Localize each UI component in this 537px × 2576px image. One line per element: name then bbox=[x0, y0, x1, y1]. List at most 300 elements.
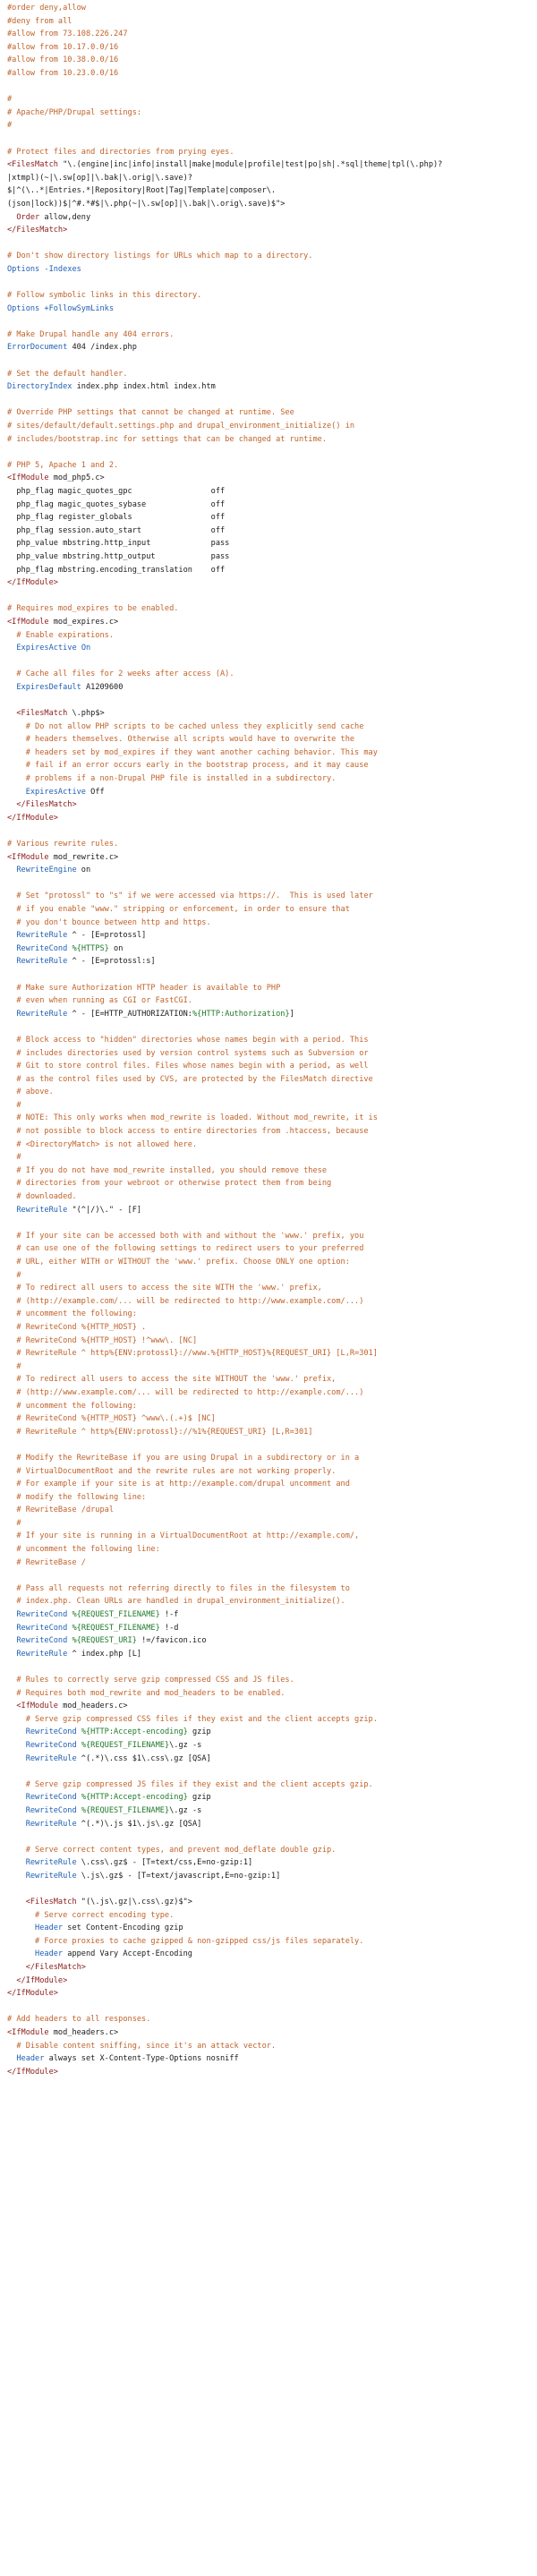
code-token: #allow from 10.23.0.0/16 bbox=[7, 68, 119, 78]
code-token: # Protect files and directories from prying eyes. bbox=[7, 147, 234, 157]
code-token: # headers set by mod_expires if they want another caching behavior. This may bbox=[7, 747, 378, 757]
code-line bbox=[7, 54, 533, 67]
code-line bbox=[7, 982, 533, 995]
code-token: "\.(engine|inc|info|install|make|module|profile|test|po|sh|.*sql|theme|tpl(\.php)? bbox=[57, 160, 443, 170]
code-token: # URL, either WITH or WITHOUT the 'www.' prefix. Choose ONLY one option: bbox=[7, 1258, 350, 1267]
code-token: # Set the default handler. bbox=[7, 369, 128, 379]
code-token: # If you do not have mod_rewrite installed, you should remove these bbox=[7, 1165, 327, 1175]
code-token: |xtmpl)(~|\.sw[op]|\.bak|\.orig|\.save)? bbox=[7, 173, 192, 183]
code-token bbox=[7, 1793, 26, 1802]
code-token: # Git to store control files. Files whose names begin with a period, as well bbox=[7, 1062, 369, 1071]
code-token: RewriteRule bbox=[16, 957, 68, 967]
code-line bbox=[7, 1361, 533, 1374]
code-token: # problems if a non-Drupal PHP file is installed in a subdirectory. bbox=[7, 774, 337, 784]
code-token: index.php index.html index.htm bbox=[72, 382, 216, 392]
code-line bbox=[7, 1608, 533, 1622]
code-line bbox=[7, 694, 533, 707]
htaccess-code-view bbox=[7, 2, 533, 2078]
code-line bbox=[7, 1726, 533, 1739]
code-token: ^(.*)\.js $1\.js\.gz [QSA] bbox=[76, 1819, 202, 1829]
code-token: # Rules to correctly serve gzip compressed CSS and JS files. bbox=[7, 1676, 294, 1685]
code-token: # To redirect all users to access the site WITH the 'www.' prefix, bbox=[7, 1284, 322, 1293]
code-token: # If your site is running in a VirtualDocumentRoot at http://example.com/, bbox=[7, 1531, 360, 1541]
code-line bbox=[7, 315, 533, 328]
code-line bbox=[7, 1739, 533, 1753]
code-line bbox=[7, 1883, 533, 1897]
code-token: mod_headers.c> bbox=[48, 2028, 119, 2038]
code-token: # not possible to block access to entire directories from .htaccess, because bbox=[7, 1127, 369, 1137]
code-token: # as the control files used by CVS, are protected by the FilesMatch directive bbox=[7, 1074, 373, 1084]
code-line bbox=[7, 1987, 533, 2000]
code-token: # PHP 5, Apache 1 and 2. bbox=[7, 460, 119, 470]
code-line bbox=[7, 1595, 533, 1608]
code-line bbox=[7, 1452, 533, 1465]
code-token: # bbox=[7, 1361, 21, 1371]
code-token: %{HTTP:Accept-encoding} bbox=[81, 1793, 188, 1803]
code-line bbox=[7, 1543, 533, 1557]
code-token: # Requires mod_expires to be enabled. bbox=[7, 604, 179, 614]
code-token: %{REQUEST_FILENAME} bbox=[72, 1610, 160, 1620]
code-token: # Serve gzip compressed JS files if they exist and the client accepts gzip. bbox=[7, 1779, 373, 1789]
code-token: Header bbox=[35, 1949, 64, 1959]
code-token: on bbox=[76, 866, 91, 875]
code-token: php_flag magic_quotes_gpc off bbox=[7, 486, 226, 496]
code-token: (json|lock))$|^#.*#$|\.php(~|\.sw[op]|\.bak|\.orig\.save)$"> bbox=[7, 199, 286, 209]
code-token: # RewriteCond %{HTTP_HOST} . bbox=[7, 1322, 147, 1332]
code-token: # Do not allow PHP scripts to be cached unless they explicitly send cache bbox=[7, 721, 364, 731]
code-token: # above. bbox=[7, 1088, 54, 1097]
code-line bbox=[7, 1112, 533, 1125]
code-line bbox=[7, 602, 533, 616]
code-line bbox=[7, 864, 533, 877]
code-line bbox=[7, 459, 533, 473]
code-line bbox=[7, 1778, 533, 1792]
code-line bbox=[7, 1412, 533, 1426]
code-line bbox=[7, 824, 533, 838]
code-line bbox=[7, 2026, 533, 2040]
code-line bbox=[7, 446, 533, 459]
code-token bbox=[7, 1754, 26, 1763]
code-line bbox=[7, 1295, 533, 1309]
code-token bbox=[7, 1898, 26, 1906]
code-line bbox=[7, 2013, 533, 2026]
code-line bbox=[7, 1034, 533, 1047]
code-token: # If your site can be accessed both with and without the 'www.' prefix, you bbox=[7, 1231, 364, 1241]
code-line bbox=[7, 1935, 533, 1949]
code-line bbox=[7, 93, 533, 107]
code-token: # Serve gzip compressed CSS files if they exist and the client accepts gzip. bbox=[7, 1714, 378, 1724]
code-line bbox=[7, 1844, 533, 1857]
code-line bbox=[7, 1713, 533, 1727]
code-token: Options bbox=[7, 303, 40, 313]
code-line bbox=[7, 289, 533, 303]
code-line bbox=[7, 172, 533, 185]
code-line bbox=[7, 1426, 533, 1439]
code-line bbox=[7, 1242, 533, 1256]
code-token: <IfModule bbox=[7, 473, 49, 483]
code-token: %{REQUEST_FILENAME} bbox=[81, 1740, 170, 1750]
code-token: \.php$> bbox=[67, 709, 105, 719]
code-token: # Make Drupal handle any 404 errors. bbox=[7, 329, 175, 339]
code-token bbox=[7, 1741, 26, 1750]
code-token: # uncomment the following: bbox=[7, 1309, 137, 1319]
code-line bbox=[7, 119, 533, 132]
code-line bbox=[7, 81, 533, 94]
code-token: 404 /index.php bbox=[67, 343, 137, 353]
code-line bbox=[7, 41, 533, 55]
code-line bbox=[7, 237, 533, 251]
code-token: #allow from 73.108.226.247 bbox=[7, 30, 128, 39]
code-token: allow,deny bbox=[39, 212, 91, 222]
code-token: Options bbox=[7, 264, 40, 274]
code-line bbox=[7, 211, 533, 225]
code-line bbox=[7, 681, 533, 695]
code-token: <FilesMatch bbox=[25, 1898, 77, 1907]
code-line bbox=[7, 877, 533, 891]
code-line bbox=[7, 2000, 533, 2014]
code-line bbox=[7, 1060, 533, 1073]
code-line bbox=[7, 1700, 533, 1713]
code-token: </IfModule> bbox=[16, 1975, 68, 1985]
code-line bbox=[7, 472, 533, 485]
code-line bbox=[7, 1400, 533, 1413]
code-token: php_value mbstring.http_output pass bbox=[7, 551, 230, 561]
code-token: </FilesMatch> bbox=[16, 800, 77, 810]
code-line bbox=[7, 1557, 533, 1570]
code-line bbox=[7, 537, 533, 550]
code-token: # bbox=[7, 1270, 21, 1280]
code-line bbox=[7, 772, 533, 786]
code-token: Header bbox=[35, 1923, 64, 1933]
code-line bbox=[7, 67, 533, 81]
code-line bbox=[7, 380, 533, 394]
code-token: RewriteRule bbox=[16, 1205, 68, 1215]
code-token: # RewriteCond %{HTTP_HOST} !^www\. [NC] bbox=[7, 1335, 198, 1345]
code-token: ] bbox=[289, 1009, 294, 1019]
code-token bbox=[7, 1872, 26, 1881]
code-line bbox=[7, 994, 533, 1008]
code-token: # <DirectoryMatch> is not allowed here. bbox=[7, 1139, 198, 1149]
code-token: \.css\.gz$ - [T=text/css,E=no-gzip:1] bbox=[76, 1858, 253, 1868]
code-line bbox=[7, 1465, 533, 1479]
code-token: !-d bbox=[159, 1623, 179, 1633]
code-token: Off bbox=[85, 787, 105, 797]
code-token: On bbox=[81, 644, 91, 653]
code-token: $|^(\..*|Entries.*|Repository|Root|Tag|Template|composer\. bbox=[7, 186, 277, 196]
code-token: ^ index.php [L] bbox=[67, 1649, 142, 1659]
code-line bbox=[7, 943, 533, 956]
code-line bbox=[7, 838, 533, 851]
code-line bbox=[7, 132, 533, 146]
code-line bbox=[7, 1321, 533, 1335]
code-line bbox=[7, 786, 533, 799]
code-line bbox=[7, 655, 533, 669]
code-line bbox=[7, 525, 533, 538]
code-token: !=/favicon.ico bbox=[136, 1636, 207, 1646]
code-token: </IfModule> bbox=[7, 578, 58, 588]
code-line bbox=[7, 1804, 533, 1818]
code-line bbox=[7, 1660, 533, 1674]
code-line bbox=[7, 1830, 533, 1844]
code-token: # Pass all requests not referring directly to files in the filesystem to bbox=[7, 1583, 350, 1593]
code-token: # VirtualDocumentRoot and the rewrite rules are not working properly. bbox=[7, 1466, 337, 1476]
code-line bbox=[7, 15, 533, 29]
code-token bbox=[7, 1650, 16, 1659]
code-token: <IfModule bbox=[7, 617, 49, 627]
code-token bbox=[7, 866, 16, 874]
code-line bbox=[7, 1517, 533, 1531]
code-token: # Disable content sniffing, since it's an attack vector. bbox=[7, 2041, 277, 2051]
code-line bbox=[7, 198, 533, 211]
code-token: php_flag mbstring.encoding_translation off bbox=[7, 565, 226, 575]
code-line bbox=[7, 1308, 533, 1321]
code-token: </FilesMatch> bbox=[7, 226, 68, 235]
code-token bbox=[7, 1820, 26, 1829]
code-token: php_value mbstring.http_input pass bbox=[7, 539, 230, 549]
code-line bbox=[7, 851, 533, 865]
code-token: # bbox=[7, 95, 13, 105]
code-token: # Cache all files for 2 weeks after access (A). bbox=[7, 670, 234, 679]
code-token bbox=[7, 1624, 16, 1633]
code-token: RewriteEngine bbox=[16, 866, 77, 875]
code-line bbox=[7, 1491, 533, 1505]
code-token: ExpiresDefault bbox=[16, 682, 81, 692]
code-line bbox=[7, 224, 533, 237]
code-line bbox=[7, 1569, 533, 1582]
code-token: # modify the following line: bbox=[7, 1492, 147, 1502]
code-token: # you don't bounce between http and https. bbox=[7, 917, 211, 927]
code-line bbox=[7, 1269, 533, 1283]
code-token: set Content-Encoding gzip bbox=[63, 1923, 183, 1933]
code-line bbox=[7, 1256, 533, 1269]
code-line bbox=[7, 368, 533, 381]
code-token bbox=[7, 1206, 16, 1215]
code-token bbox=[7, 1949, 35, 1958]
code-line bbox=[7, 917, 533, 930]
code-line bbox=[7, 576, 533, 590]
code-token: RewriteCond bbox=[25, 1740, 77, 1750]
code-token: #order deny,allow bbox=[7, 4, 86, 13]
code-token: # bbox=[7, 1518, 21, 1528]
code-line bbox=[7, 955, 533, 968]
code-token: # Make sure Authorization HTTP header is available to PHP bbox=[7, 983, 281, 993]
code-token bbox=[7, 800, 16, 809]
code-line bbox=[7, 1335, 533, 1348]
code-token: # Block access to "hidden" directories whose names begin with a period. This bbox=[7, 1035, 369, 1045]
code-line bbox=[7, 1622, 533, 1635]
code-line bbox=[7, 1478, 533, 1491]
code-line bbox=[7, 733, 533, 746]
code-line bbox=[7, 1008, 533, 1021]
code-token: ExpiresActive bbox=[16, 644, 77, 653]
code-token bbox=[7, 213, 16, 222]
code-line bbox=[7, 406, 533, 420]
code-line bbox=[7, 1818, 533, 1831]
code-token: \.gz -s bbox=[169, 1740, 202, 1750]
code-token: # Set "protossl" to "s" if we were accessed via https://. This is used later bbox=[7, 891, 373, 901]
code-line bbox=[7, 668, 533, 681]
code-line bbox=[7, 1753, 533, 1766]
code-line bbox=[7, 328, 533, 342]
code-line bbox=[7, 1648, 533, 1661]
code-token: ^ - [E=protossl] bbox=[67, 931, 147, 941]
code-line bbox=[7, 1125, 533, 1139]
code-line bbox=[7, 1073, 533, 1087]
code-line bbox=[7, 1687, 533, 1701]
code-token bbox=[7, 1923, 35, 1932]
code-token bbox=[7, 788, 26, 797]
code-token: # fail if an error occurs early in the bootstrap process, and it may cause bbox=[7, 761, 369, 771]
code-token: DirectoryIndex bbox=[7, 382, 72, 392]
code-token: # headers themselves. Otherwise all scripts would have to overwrite the bbox=[7, 735, 355, 745]
code-token bbox=[7, 944, 16, 953]
code-token bbox=[7, 1727, 26, 1736]
code-line bbox=[7, 1177, 533, 1190]
code-token bbox=[7, 1610, 16, 1619]
code-line bbox=[7, 250, 533, 263]
code-token: "(^|/)\." - [F] bbox=[67, 1205, 142, 1215]
code-token bbox=[7, 931, 16, 940]
code-token: mod_rewrite.c> bbox=[48, 852, 119, 862]
code-token: # directories from your webroot or otherwise protect them from being bbox=[7, 1179, 332, 1189]
code-line bbox=[7, 354, 533, 368]
code-line bbox=[7, 433, 533, 447]
code-token: # Requires both mod_rewrite and mod_headers to be enabled. bbox=[7, 1688, 286, 1698]
code-line bbox=[7, 420, 533, 433]
code-token: # includes directories used by version control systems such as Subversion or bbox=[7, 1048, 369, 1058]
code-token: # can use one of the following settings to redirect users to your preferred bbox=[7, 1244, 364, 1254]
code-line bbox=[7, 1139, 533, 1152]
code-token bbox=[7, 1806, 26, 1815]
code-line bbox=[7, 1099, 533, 1113]
code-line bbox=[7, 1948, 533, 1961]
code-token: mod_expires.c> bbox=[48, 617, 119, 627]
code-line bbox=[7, 890, 533, 903]
code-token: # Override PHP settings that cannot be changed at runtime. See bbox=[7, 408, 294, 418]
code-token: # Modify the RewriteBase if you are using Drupal in a subdirectory or in a bbox=[7, 1453, 360, 1463]
code-line bbox=[7, 2066, 533, 2079]
code-line bbox=[7, 184, 533, 198]
code-token: Order bbox=[16, 212, 40, 222]
code-token: # To redirect all users to access the site WITHOUT the 'www.' prefix, bbox=[7, 1375, 337, 1385]
code-line bbox=[7, 2052, 533, 2066]
code-line bbox=[7, 485, 533, 499]
code-token: mod_headers.c> bbox=[57, 1702, 128, 1711]
code-line bbox=[7, 1856, 533, 1870]
code-token: php_flag magic_quotes_sybase off bbox=[7, 499, 226, 509]
code-token: # RewriteRule ^ http%{ENV:protossl}://www.%{HTTP_HOST}%{REQUEST_URI} [L,R=301] bbox=[7, 1349, 378, 1359]
code-token: # Force proxies to cache gzipped & non-gzipped css/js files separately. bbox=[7, 1936, 364, 1946]
code-token: Header bbox=[16, 2054, 45, 2064]
code-token: ^(.*)\.css $1\.css\.gz [QSA] bbox=[76, 1753, 211, 1763]
code-token: <FilesMatch bbox=[7, 160, 58, 170]
code-token: %{HTTP:Accept-encoding} bbox=[81, 1727, 188, 1737]
code-token: RewriteCond bbox=[16, 943, 68, 953]
code-token bbox=[7, 1858, 26, 1867]
code-token: # includes/bootstrap.inc for settings that can be changed at runtime. bbox=[7, 434, 327, 444]
code-token: # Serve correct encoding type. bbox=[7, 1910, 175, 1920]
code-token: # bbox=[7, 121, 13, 131]
code-line bbox=[7, 341, 533, 354]
code-line bbox=[7, 642, 533, 655]
code-line bbox=[7, 1282, 533, 1295]
code-token: -Indexes bbox=[44, 264, 81, 274]
code-token: # Various rewrite rules. bbox=[7, 840, 119, 849]
code-token: # Follow symbolic links in this directory. bbox=[7, 291, 202, 301]
code-token: %{HTTPS} bbox=[72, 943, 109, 953]
code-token: # bbox=[7, 1153, 21, 1163]
code-line bbox=[7, 499, 533, 512]
code-token: %{REQUEST_FILENAME} bbox=[72, 1623, 160, 1633]
code-token: php_flag register_globals off bbox=[7, 513, 226, 523]
code-line bbox=[7, 1086, 533, 1099]
code-token: php_flag session.auto_start off bbox=[7, 525, 226, 535]
code-line bbox=[7, 1216, 533, 1230]
code-line bbox=[7, 1530, 533, 1543]
code-line bbox=[7, 276, 533, 289]
code-line bbox=[7, 1634, 533, 1648]
code-line bbox=[7, 629, 533, 643]
code-line bbox=[7, 929, 533, 943]
code-token: ^ - [E=protossl:s] bbox=[67, 957, 156, 967]
code-line bbox=[7, 721, 533, 734]
code-line bbox=[7, 2, 533, 15]
code-line bbox=[7, 1504, 533, 1517]
code-token bbox=[7, 644, 16, 653]
code-line bbox=[7, 1975, 533, 1988]
code-token: +FollowSymLinks bbox=[44, 303, 115, 313]
code-token: "(\.js\.gz|\.css\.gz)$"> bbox=[76, 1898, 192, 1907]
code-token: ErrorDocument bbox=[7, 343, 68, 353]
code-line bbox=[7, 1909, 533, 1923]
code-token: <IfModule bbox=[16, 1702, 58, 1711]
code-token: RewriteCond bbox=[16, 1636, 68, 1646]
code-token: </IfModule> bbox=[7, 2067, 58, 2077]
code-line bbox=[7, 1870, 533, 1883]
code-line bbox=[7, 1922, 533, 1935]
code-token: # bbox=[7, 1100, 21, 1110]
code-line bbox=[7, 394, 533, 407]
code-token: RewriteRule bbox=[16, 1649, 68, 1659]
code-token: # index.php. Clean URLs are handled in drupal_environment_initialize(). bbox=[7, 1597, 345, 1607]
code-token: !-f bbox=[159, 1610, 179, 1620]
code-line bbox=[7, 590, 533, 603]
code-line bbox=[7, 1047, 533, 1061]
code-token: RewriteRule bbox=[25, 1871, 77, 1881]
code-token: # if you enable "www." stripping or enforcement, in order to ensure that bbox=[7, 904, 350, 914]
code-line bbox=[7, 707, 533, 721]
code-token: A1209600 bbox=[81, 682, 124, 692]
code-token: # even when running as CGI or FastCGI. bbox=[7, 996, 192, 1006]
code-line bbox=[7, 564, 533, 577]
code-token: #allow from 10.38.0.0/16 bbox=[7, 55, 119, 65]
code-line bbox=[7, 28, 533, 41]
code-token: gzip bbox=[187, 1727, 211, 1737]
code-line bbox=[7, 812, 533, 825]
code-token: </IfModule> bbox=[7, 1989, 58, 1999]
code-token bbox=[7, 1976, 16, 1985]
code-line bbox=[7, 1347, 533, 1361]
code-token: RewriteRule bbox=[25, 1858, 77, 1868]
code-line bbox=[7, 798, 533, 812]
code-line bbox=[7, 1961, 533, 1975]
code-token: mod_php5.c> bbox=[48, 473, 105, 483]
code-token: RewriteRule bbox=[25, 1753, 77, 1763]
code-token bbox=[7, 1010, 16, 1019]
code-line bbox=[7, 303, 533, 316]
code-token: RewriteCond bbox=[25, 1727, 77, 1737]
code-token: # RewriteBase /drupal bbox=[7, 1506, 114, 1515]
